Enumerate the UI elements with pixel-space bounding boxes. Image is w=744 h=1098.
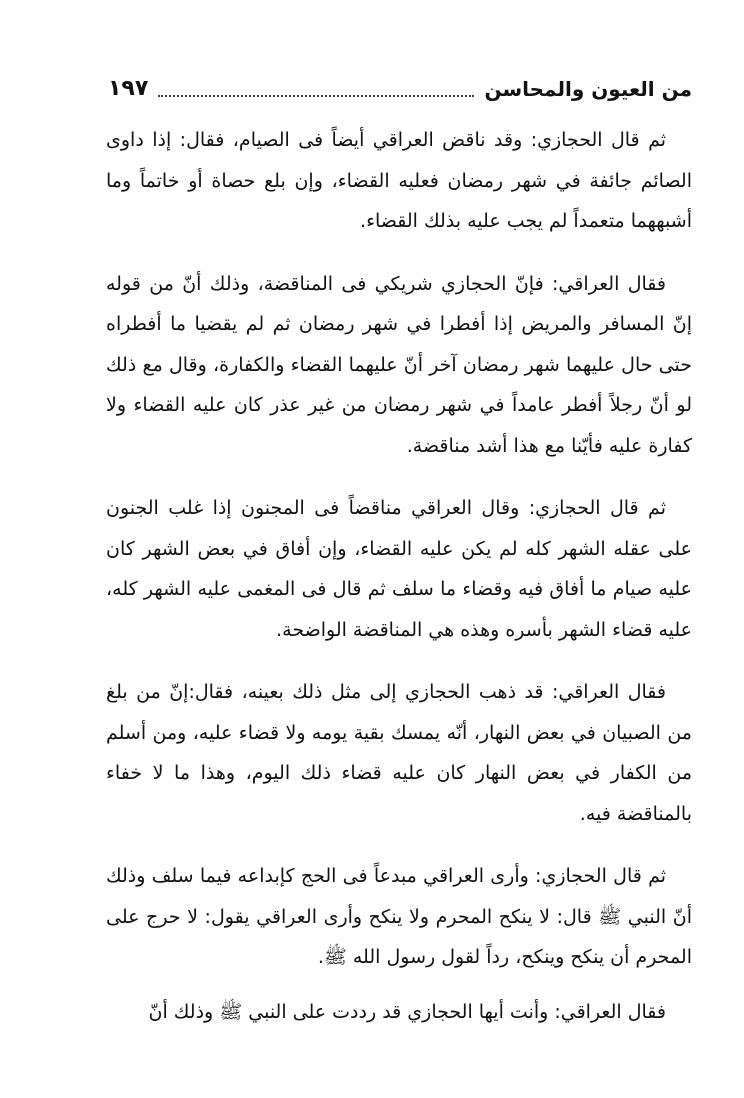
running-header [108, 70, 692, 104]
paragraph: ثم قال الحجازي: وقد ناقض العراقي أيضاً فى الصيام، فقال: إذا داوى الصائم جائفة في شهر رمضان فعليه القضاء، وإن بلع حصاة أو خاتماً وما أشبههما متعمداً لم يجب عليه بذلك القضاء. [106, 129, 692, 232]
paragraph: ثم قال الحجازي: وأرى العراقي مبدعاً فى الحج كإبداعه فيما سلف وذلك أنّ النبي ﷺ قال: لا ينكح المحرم ولا ينكح وأرى العراقي يقول: لا حرج على المحرم أن ينكح وينكح، رداً لقول رسول الله ﷺ. [106, 865, 692, 968]
paragraph: فقال العراقي: قد ذهب الحجازي إلى مثل ذلك بعينه، فقال:إنّ من بلغ من الصبيان في بعض النهار، أنّه يمسك بقية يومه ولا قضاء عليه، ومن أسلم من الكفار في بعض النهار كان عليه قضاء ذلك اليوم، وهذا ما لا خفاء بالمناقضة فيه. [106, 681, 692, 825]
paragraph: فقال العراقي: فإنّ الحجازي شريكي فى المناقضة، وذلك أنّ من قوله إنّ المسافر والمريض إذا أفطرا في شهر رمضان ثم لم يقضيا ما أفطراه حتى حال عليهما شهر رمضان آخر أنّ عليهما القضاء والكفارة، وقال مع ذلك لو أنّ رجلاً أفطر عامداً في شهر رمضان من غير عذر كان عليه القضاء ولا كفارة عليه فأيّنا مع هذا أشد مناقضة. [106, 272, 692, 457]
paragraph: ثم قال الحجازي: وقال العراقي مناقضاً فى المجنون إذا غلب الجنون على عقله الشهر كله لم يكن عليه القضاء، وإن أفاق في بعض الشهر كان عليه صيام ما أفاق فيه وقضاء ما سلف ثم قال فى المغمى عليه الشهر كله، عليه قضاء الشهر بأسره وهذه هي المناقضة الواضحة. [106, 497, 692, 641]
leader-dots [158, 95, 474, 97]
page-number: ١٩٧ [108, 76, 149, 101]
body-text [106, 120, 692, 1054]
paragraph: فقال العراقي: وأنت أيها الحجازي قد رددت على النبي ﷺ وذلك أنّ [148, 1000, 666, 1023]
running-title: من العيون والمحاسن [484, 77, 692, 101]
